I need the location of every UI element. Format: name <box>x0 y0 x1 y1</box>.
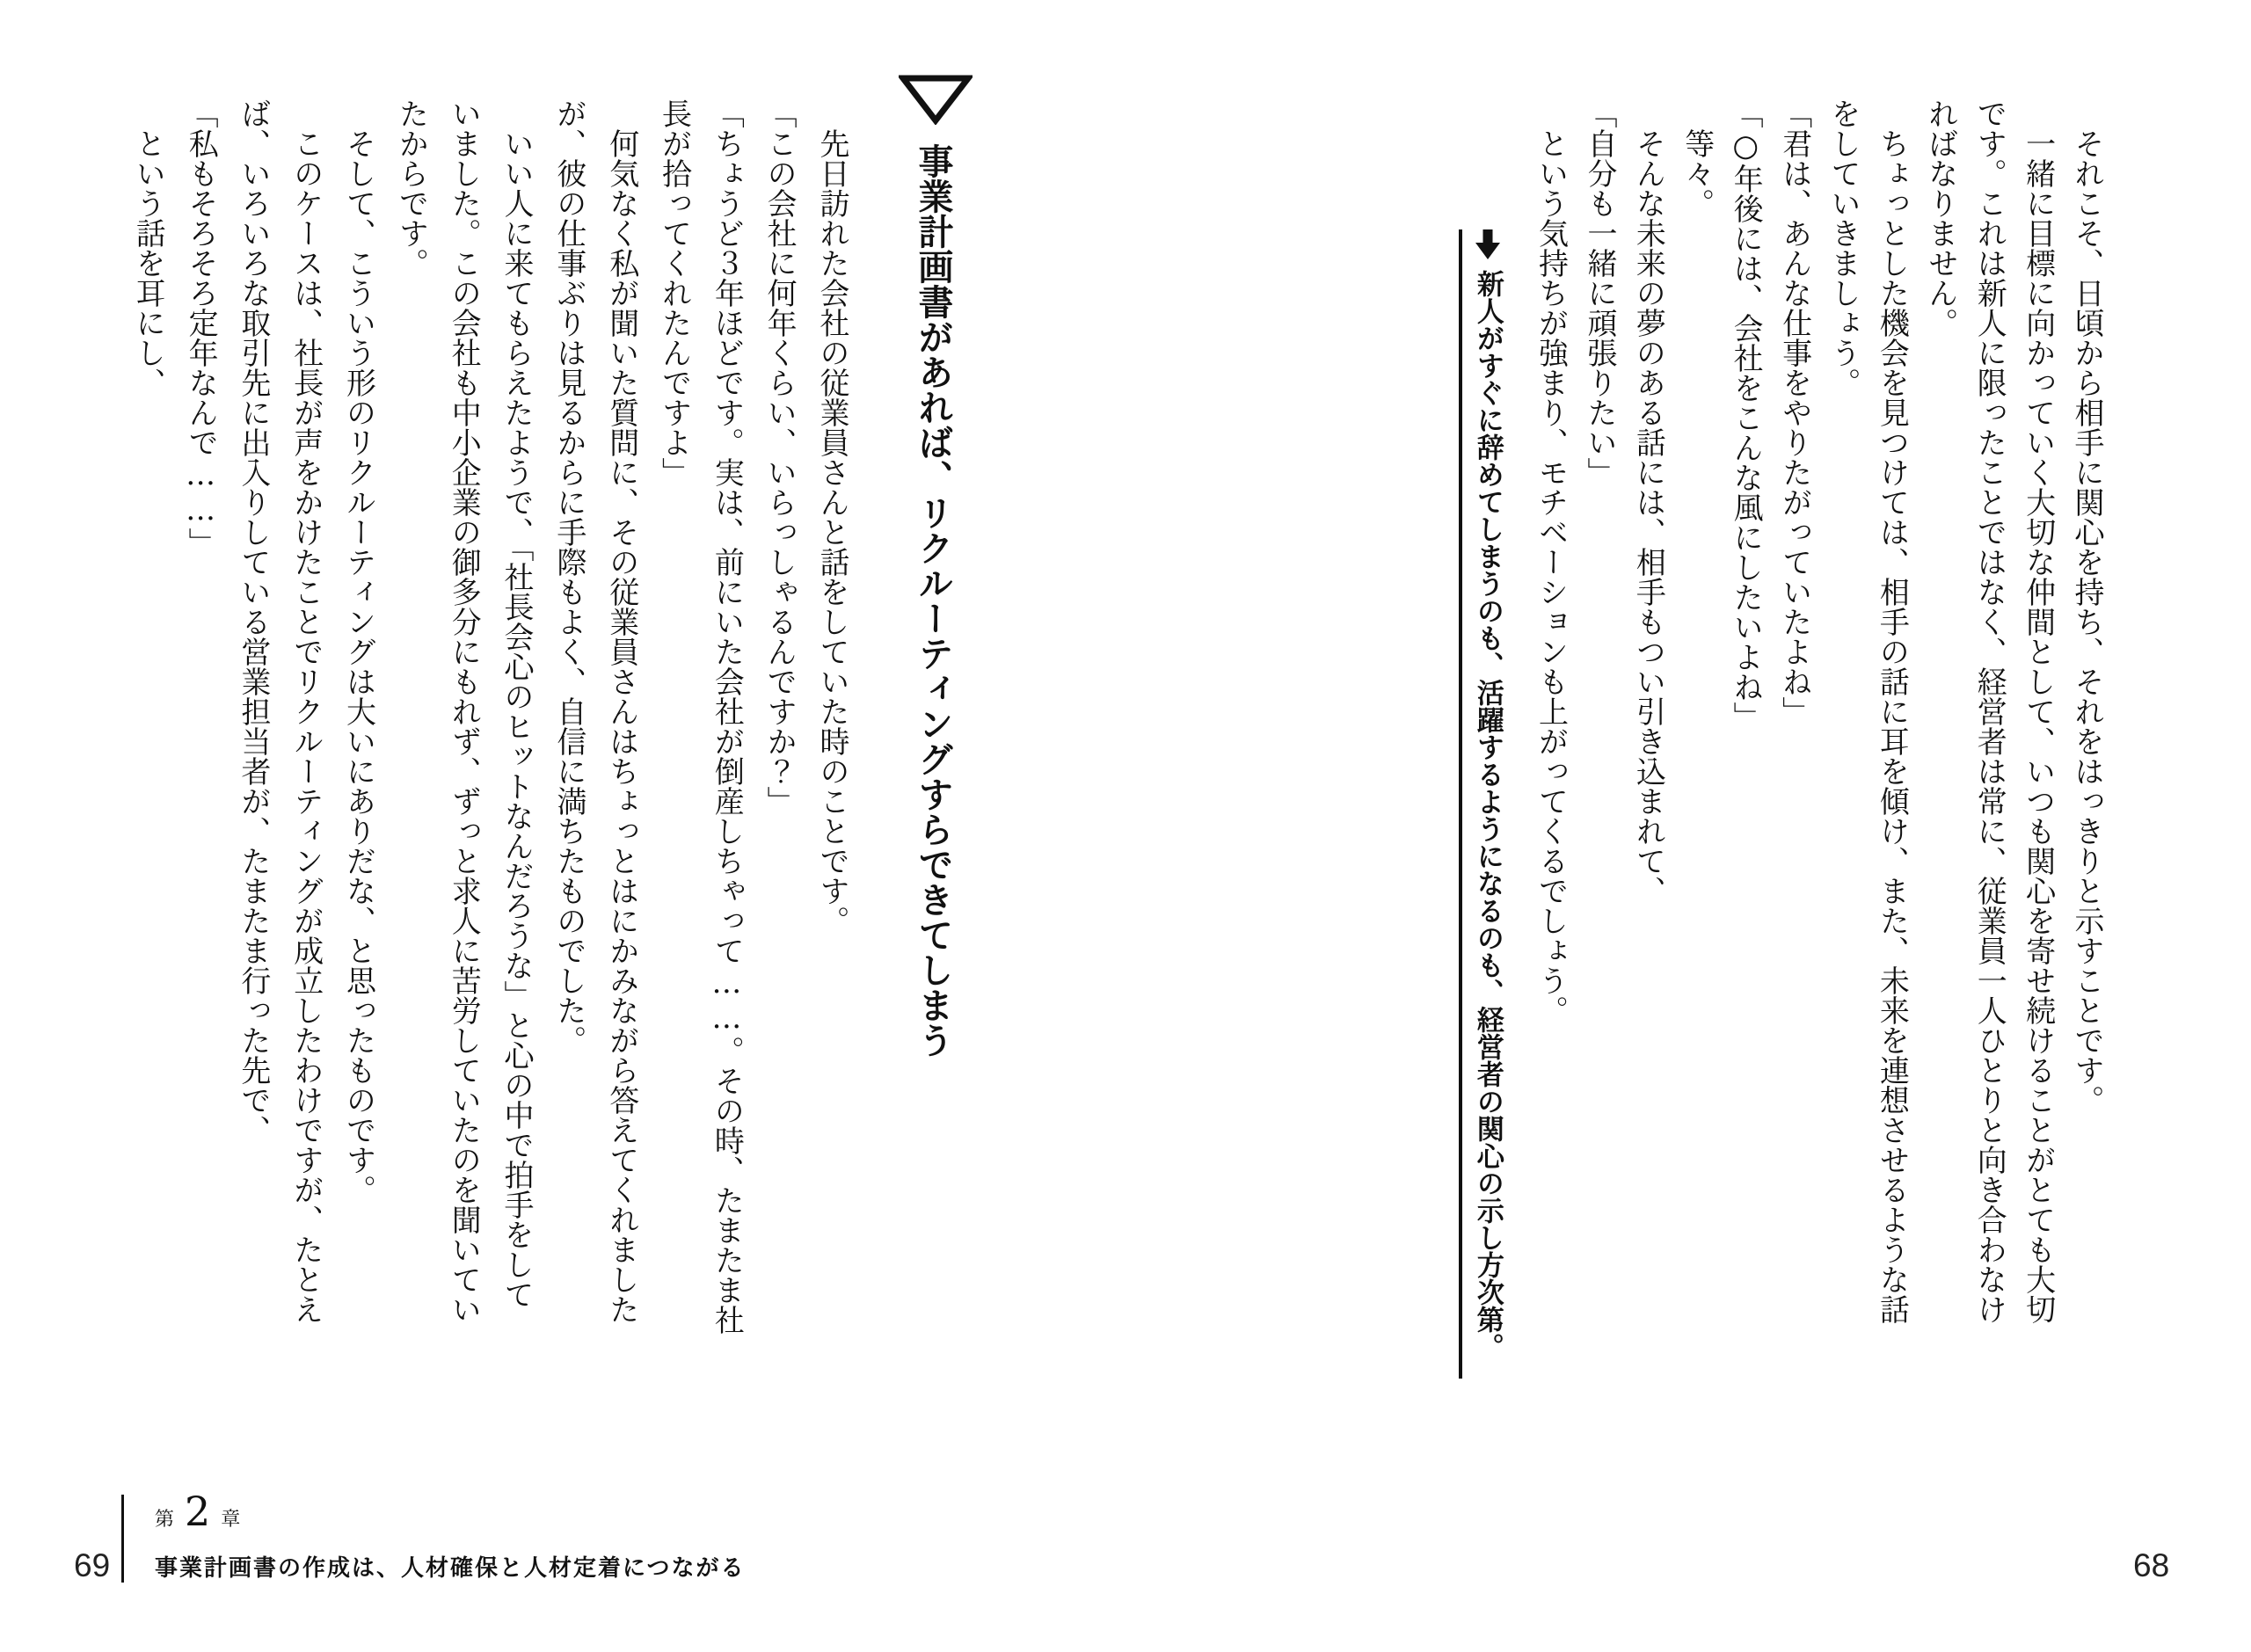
page-number-right: 68 <box>2133 1547 2170 1583</box>
chapter-number: 2 <box>185 1488 211 1535</box>
text-column-line: 「君は、あんな仕事をやりたがっていたよね」 <box>1776 98 1812 726</box>
text-column-line: いました。この会社も中小企業の御多分にもれず、ずっと求人に苦労していたのを聞いてい <box>446 98 482 1324</box>
page-number-left: 69 <box>74 1547 111 1583</box>
text-column-line: 一緒に目標に向かっていく大切な仲間として、いつも関心を寄せ続けることがとても大切 <box>2020 128 2056 1324</box>
text-column-line: ればなりません。 <box>1922 98 1958 338</box>
open-down-triangle-icon <box>899 74 973 125</box>
text-column-line: 何気なく私が聞いた質問に、その従業員さんはちょっとはにかみながら答えてくれました <box>603 128 639 1324</box>
text-column-line: それこそ、日頃から相手に関心を持ち、それをはっきりと示すことです。 <box>2069 128 2104 1115</box>
text-column-line: たからです。 <box>393 98 429 278</box>
text-column-line: 長が拾ってくれたんですよ」 <box>656 98 692 487</box>
text-column-line: 「ちょうど３年ほどです。実は、前にいた会社が倒産しちゃって……。その時、たまたま社 <box>709 98 745 1335</box>
text-column-line: 等々。 <box>1679 128 1715 218</box>
text-column-line: という話を耳にし、 <box>130 128 166 397</box>
text-column-line: このケースは、社長が声をかけたことでリクルーティングが成立したわけですが、たとえ <box>288 128 324 1324</box>
text-column-line: そんな未来の夢のある話には、相手もつい引き込まれて、 <box>1630 128 1666 906</box>
text-column-line: ば、いろいろな取引先に出入りしている営業担当者が、たまたま行った先で、 <box>235 98 271 1145</box>
text-column-line: 「○年後には、会社をこんな風にしたいよね」 <box>1728 98 1764 731</box>
left-page-body-text <box>120 98 857 1338</box>
solid-down-arrow-icon <box>1475 229 1500 259</box>
key-point-callout <box>1459 229 1505 1379</box>
text-column-line: です。これは新人に限ったことではなく、経営者は常に、従業員一人ひとりと向き合わなけ <box>1971 98 2007 1324</box>
chapter-label-prefix: 第 <box>155 1509 175 1531</box>
text-column-line: 「この会社に何年くらい、いらっしゃるんですか？」 <box>761 98 798 816</box>
text-column-line: 「自分も一緒に頑張りたい」 <box>1581 98 1617 487</box>
text-column-line: 先日訪れた会社の従業員さんと話をしていた時のことです。 <box>814 128 849 935</box>
chapter-title: 事業計画書の作成は、人材確保と人材定着につながる <box>155 1555 746 1582</box>
text-column-line: 「私もそろそろ定年なんで……」 <box>183 98 219 557</box>
section-heading-text: 事業計画書があれば、リクルーティングすらできてしまう <box>913 143 953 1058</box>
text-column-line: いい人に来てもらえたようで、「社長会心のヒットなんだろうな」と心の中で拍手をして <box>499 128 535 1309</box>
callout-line <box>1468 229 1505 1379</box>
chapter-label-suffix: 章 <box>221 1509 241 1531</box>
right-page-body-text <box>1526 98 2110 1338</box>
text-column-line: が、彼の仕事ぶりは見るからに手際もよく、自信に満ちたものでした。 <box>550 98 586 1055</box>
text-column-line: という気持ちが強まり、モチベーションも上がってくるでしょう。 <box>1533 128 1569 1025</box>
section-heading <box>913 143 953 1058</box>
text-column-line: ちょっとした機会を見つけては、相手の話に耳を傾け、また、未来を連想させるような話 <box>1874 128 1910 1324</box>
text-column-line: そして、こういう形のリクルーティングは大いにありだな、と思ったものです。 <box>340 128 376 1204</box>
callout-text: 新人がすぐに辞めてしまうのも、活躍するようになるのも、経営者の関心の示し方次第。 <box>1471 270 1504 1360</box>
text-column-line: をしていきましょう。 <box>1825 98 1861 397</box>
footer-divider-rule <box>121 1495 124 1583</box>
chapter-label <box>155 1488 240 1535</box>
